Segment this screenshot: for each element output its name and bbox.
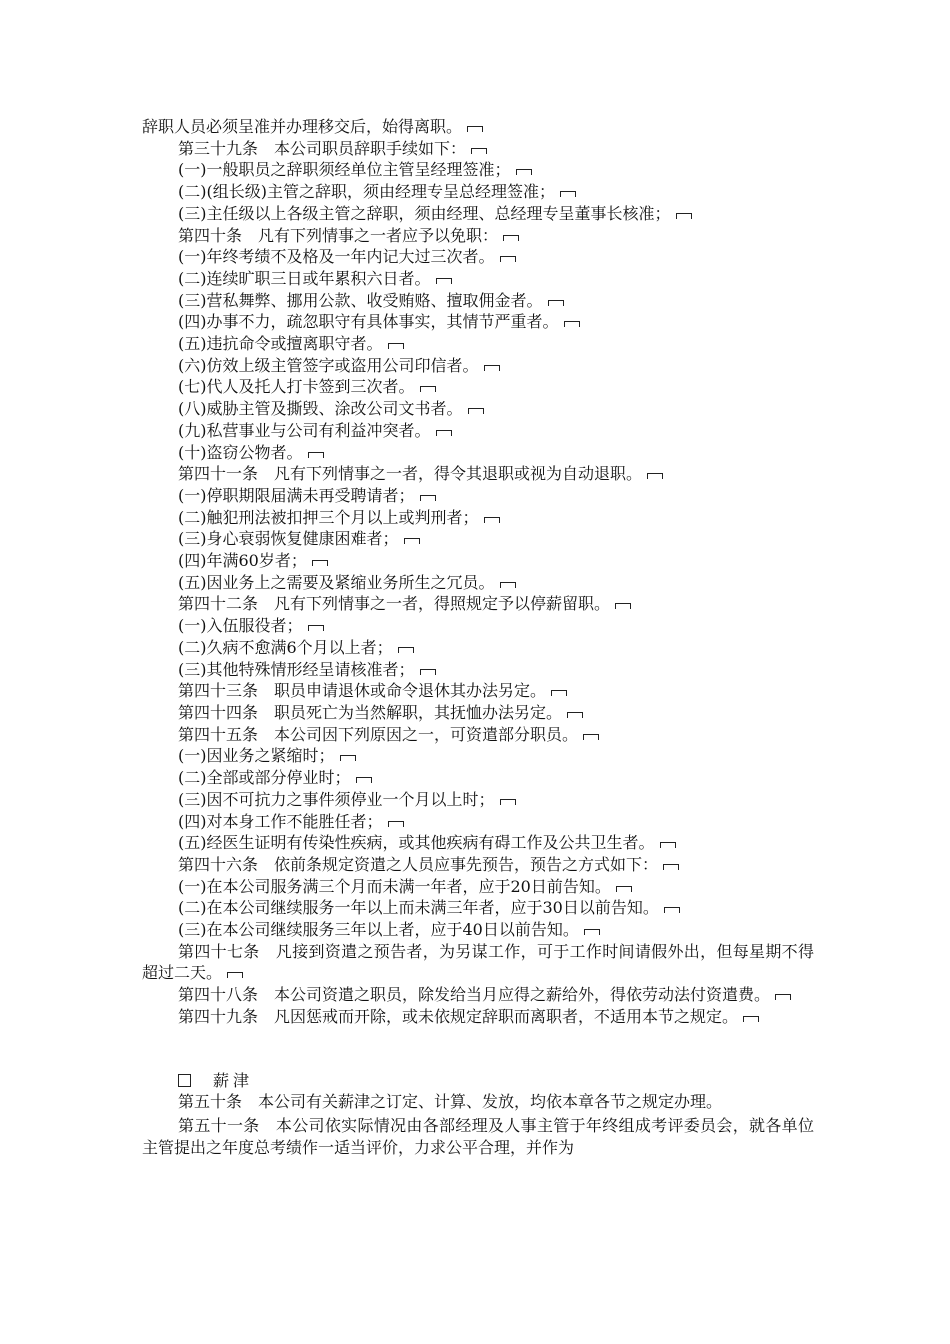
document-line — [142, 789, 814, 811]
paragraph-text: 第五十条 本公司有关薪津之订定、计算、发放，均依本章各节之规定办理。 — [178, 1092, 723, 1112]
paragraph-mark-icon — [467, 126, 483, 132]
document-line — [142, 919, 814, 941]
document-line — [142, 311, 814, 333]
line-text: (二)(组长级)主管之辞职，须由经理专呈总经理签准； — [178, 182, 555, 202]
document-line — [142, 138, 814, 160]
document-line — [142, 485, 814, 507]
paragraph-mark-icon — [312, 560, 328, 566]
paragraph-mark-icon — [516, 169, 532, 175]
document-line — [142, 268, 814, 290]
line-text: (三)因不可抗力之事件须停业一个月以上时； — [178, 789, 495, 809]
document-line — [142, 507, 814, 529]
paragraph-mark-icon — [388, 343, 404, 349]
document-line — [142, 159, 814, 181]
document-line — [142, 376, 814, 398]
paragraph-mark-icon — [340, 755, 356, 761]
paragraph-mark-icon — [227, 972, 243, 978]
line-text: (一)入伍服役者； — [178, 616, 303, 636]
paragraph-mark-icon — [500, 256, 516, 262]
document-line — [142, 702, 814, 724]
paragraph-mark-icon — [551, 690, 567, 696]
paragraph-mark-icon — [420, 386, 436, 392]
line-text: (二)全部或部分停业时； — [178, 768, 351, 788]
line-text: (五)违抗命令或擅离职守者。 — [178, 334, 383, 354]
document-line — [142, 398, 814, 420]
line-text: 第三十九条 本公司职员辞职手续如下： — [178, 138, 467, 158]
line-text: (六)仿效上级主管签字或盗用公司印信者。 — [178, 355, 479, 375]
document-line — [142, 832, 814, 854]
document-line — [142, 181, 814, 203]
document-line — [142, 572, 814, 594]
paragraph-mark-icon — [503, 235, 519, 241]
paragraph-mark-icon — [584, 929, 600, 935]
document-line — [142, 203, 814, 225]
paragraph-mark-icon — [676, 213, 692, 219]
line-text: (一)一般职员之辞职须经单位主管呈经理签准； — [178, 160, 511, 180]
paragraph-mark-icon — [404, 538, 420, 544]
clause-paragraphs — [142, 941, 814, 1028]
paragraph-mark-icon — [775, 994, 791, 1000]
paragraph-mark-icon — [398, 647, 414, 653]
document-line — [142, 593, 814, 615]
clause-list — [142, 116, 814, 941]
line-text: (五)因业务上之需要及紧缩业务所生之冗员。 — [178, 572, 495, 592]
document-line — [142, 745, 814, 767]
clause-paragraph — [142, 1006, 814, 1028]
document-line — [142, 420, 814, 442]
document-line — [142, 659, 814, 681]
paragraph-mark-icon — [567, 712, 583, 718]
line-text: (九)私营事业与公司有利益冲突者。 — [178, 420, 431, 440]
paragraph-mark-icon — [500, 582, 516, 588]
line-text: 辞职人员必须呈准并办理移交后，始得离职。 — [142, 117, 463, 136]
line-text: (五)经医生证明有传染性疾病，或其他疾病有碍工作及公共卫生者。 — [178, 833, 655, 853]
line-text: 第四十三条 职员申请退休或命令退休其办法另定。 — [178, 681, 547, 701]
paragraph-mark-icon — [471, 148, 487, 154]
line-text: (二)在本公司继续服务一年以上而未满三年者，应于30日以前告知。 — [178, 898, 659, 918]
line-text: (四)对本身工作不能胜任者； — [178, 811, 383, 831]
paragraph-mark-icon — [663, 864, 679, 870]
line-text: (二)连续旷职三日或年累积六日者。 — [178, 268, 431, 288]
line-text: (七)代人及托人打卡签到三次者。 — [178, 377, 415, 397]
line-text: (二)触犯刑法被扣押三个月以上或判刑者； — [178, 507, 479, 527]
line-text: (四)年满60岁者； — [178, 551, 307, 571]
document-line — [142, 680, 814, 702]
document-page — [142, 116, 814, 1158]
paragraph-mark-icon — [616, 886, 632, 892]
line-text: 第四十五条 本公司因下列原因之一，可资遣部分职员。 — [178, 724, 579, 744]
document-line — [142, 767, 814, 789]
document-line — [142, 355, 814, 377]
line-text: (十)盗窃公物者。 — [178, 442, 303, 462]
paragraph-text: 第四十七条 凡接到资遣之预告者，为另谋工作，可于工作时间请假外出，但每星期不得超过二天。 — [142, 941, 814, 983]
paragraph-text: 第四十八条 本公司资遣之职员，除发给当月应得之薪给外，得依劳动法付资遣费。 — [178, 985, 771, 1005]
paragraph-mark-icon — [560, 191, 576, 197]
line-text: (二)久病不愈满6个月以上者； — [178, 637, 393, 657]
paragraph-mark-icon — [308, 452, 324, 458]
paragraph-mark-icon — [436, 278, 452, 284]
paragraph-mark-icon — [664, 907, 680, 913]
paragraph-text: 第四十九条 凡因惩戒而开除，或未依规定辞职而离职者，不适用本节之规定。 — [178, 1006, 739, 1026]
paragraph-mark-icon — [468, 408, 484, 414]
line-text: (三)主任级以上各级主管之辞职，须由经理、总经理专呈董事长核准； — [178, 203, 671, 223]
line-text: (三)身心衰弱恢复健康困难者； — [178, 529, 399, 549]
document-line — [142, 463, 814, 485]
line-text: 第四十一条 凡有下列情事之一者，得令其退职或视为自动退职。 — [178, 464, 643, 484]
document-line — [142, 811, 814, 833]
line-text: (一)年终考绩不及格及一年内记大过三次者。 — [178, 247, 495, 267]
paragraph-mark-icon — [484, 365, 500, 371]
line-text: (八)威胁主管及撕毁、涂改公司文书者。 — [178, 399, 463, 419]
document-line — [142, 246, 814, 268]
document-line — [142, 897, 814, 919]
paragraph-mark-icon — [583, 734, 599, 740]
clause-paragraph — [142, 984, 814, 1006]
line-text: (三)营私舞弊、挪用公款、收受贿赂、擅取佣金者。 — [178, 290, 543, 310]
line-text: 第四十四条 职员死亡为当然解职，其抚恤办法另定。 — [178, 702, 563, 722]
paragraph-text: 第五十一条 本公司依实际情况由各部经理及人事主管于年终组成考评委员会，就各单位主管提出之年度总考绩作一适当评价，力求公平合理，并作为 — [142, 1115, 814, 1157]
paragraph-mark-icon — [484, 517, 500, 523]
document-line — [142, 225, 814, 247]
paragraph-mark-icon — [500, 799, 516, 805]
section-heading — [142, 1070, 814, 1092]
paragraph-mark-icon — [647, 473, 663, 479]
section-paragraphs — [142, 1091, 814, 1158]
section-title: 薪津 — [213, 1070, 254, 1090]
document-line — [142, 333, 814, 355]
paragraph-mark-icon — [548, 300, 564, 306]
line-text: (三)其他特殊情形经呈请核准者； — [178, 659, 415, 679]
paragraph-mark-icon — [420, 495, 436, 501]
paragraph-mark-icon — [564, 321, 580, 327]
clause-paragraph — [142, 941, 814, 984]
paragraph-mark-icon — [308, 625, 324, 631]
paragraph-mark-icon — [660, 842, 676, 848]
section-paragraph — [142, 1091, 814, 1113]
line-text: 第四十六条 依前条规定资遣之人员应事先预告，预告之方式如下： — [178, 854, 659, 874]
document-line — [142, 637, 814, 659]
document-line — [142, 615, 814, 637]
section-paragraph — [142, 1115, 814, 1158]
line-text: (一)停职期限届满未再受聘请者； — [178, 485, 415, 505]
paragraph-mark-icon — [743, 1016, 759, 1022]
document-line — [142, 290, 814, 312]
document-line — [142, 854, 814, 876]
line-text: (一)在本公司服务满三个月而未满一年者，应于20日前告知。 — [178, 876, 611, 896]
paragraph-mark-icon — [615, 603, 631, 609]
line-text: (四)办事不力，疏忽职守有具体事实，其情节严重者。 — [178, 312, 559, 332]
paragraph-mark-icon — [356, 777, 372, 783]
checkbox-icon — [178, 1074, 191, 1087]
line-text: 第四十二条 凡有下列情事之一者，得照规定予以停薪留职。 — [178, 594, 611, 614]
section-gap — [142, 1028, 814, 1070]
line-text: (一)因业务之紧缩时； — [178, 746, 335, 766]
paragraph-mark-icon — [420, 669, 436, 675]
document-line — [142, 528, 814, 550]
line-text: (三)在本公司继续服务三年以上者，应于40日以前告知。 — [178, 920, 579, 940]
document-line — [142, 116, 814, 138]
line-text: 第四十条 凡有下列情事之一者应予以免职： — [178, 225, 499, 245]
paragraph-mark-icon — [436, 430, 452, 436]
paragraph-mark-icon — [388, 821, 404, 827]
document-line — [142, 876, 814, 898]
document-line — [142, 550, 814, 572]
document-line — [142, 724, 814, 746]
document-line — [142, 442, 814, 464]
